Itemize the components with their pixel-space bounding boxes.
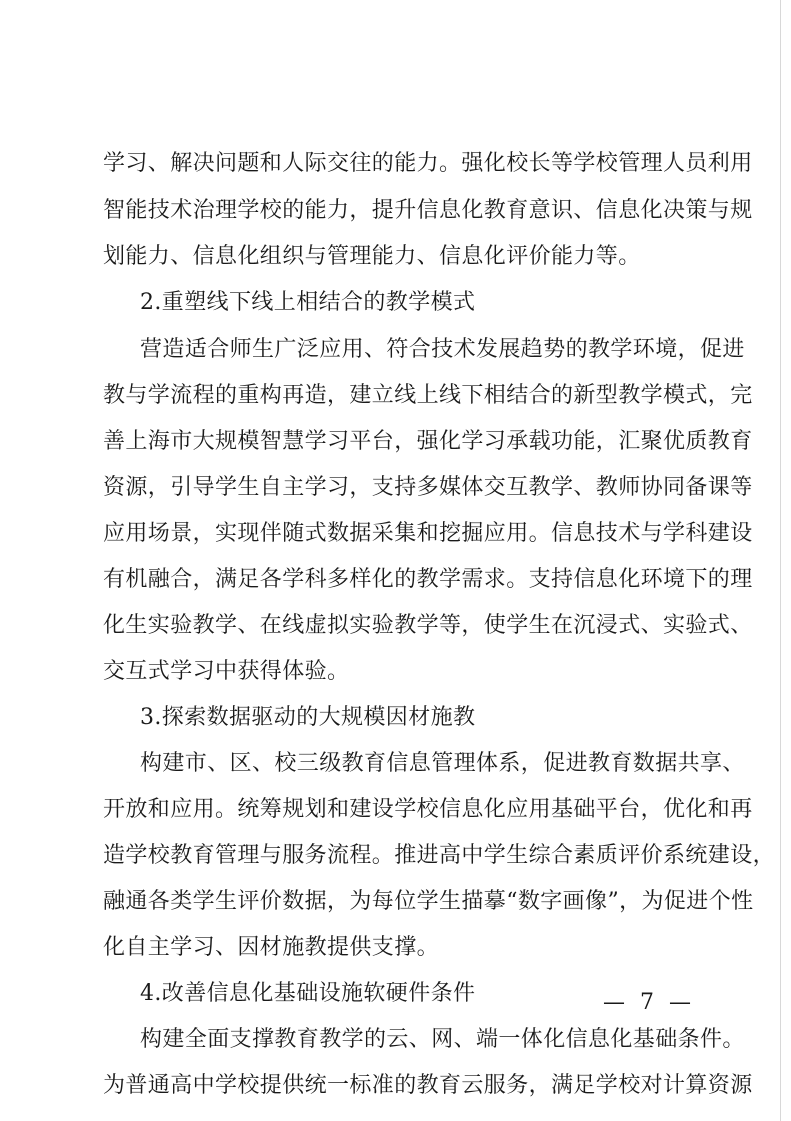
body-line-17: 融通各类学生评价数据，为每位学生描摹“数字画像”，为促进个性	[103, 889, 754, 914]
body-line-9: 应用场景，实现伴随式数据采集和挖掘应用。信息技术与学科建设	[103, 521, 753, 546]
body-line-2: 智能技术治理学校的能力，提升信息化教育意识、信息化决策与规	[103, 198, 753, 223]
body-line-15: 开放和应用。统筹规划和建设学校信息化应用基础平台，优化和再	[103, 797, 753, 822]
body-line-11: 化生实验教学、在线虚拟实验教学等，使学生在沉浸式、实验式、	[103, 613, 753, 638]
section-heading-4: 4.改善信息化基础设施软硬件条件	[140, 981, 476, 1006]
body-line-21: 为普通高中学校提供统一标准的教育云服务，满足学校对计算资源	[103, 1073, 753, 1098]
body-line-6: 教与学流程的重构再造，建立线上线下相结合的新型教学模式，完	[103, 383, 753, 408]
body-line-20: 构建全面支撑教育教学的云、网、端一体化信息化基础条件。	[140, 1027, 745, 1052]
body-line-5: 营造适合师生广泛应用、符合技术发展趋势的教学环境，促进	[140, 337, 745, 362]
page-number: — 7 —	[603, 990, 695, 1015]
body-line-18: 化自主学习、因材施教提供支撑。	[103, 935, 440, 960]
section-heading-2: 2.重塑线下线上相结合的教学模式	[140, 290, 476, 315]
body-line-16: 造学校教育管理与服务流程。推进高中学生综合素质评价系统建设，	[103, 843, 776, 868]
body-line-7: 善上海市大规模智慧学习平台，强化学习承载功能，汇聚优质教育	[103, 429, 753, 454]
body-line-3: 划能力、信息化组织与管理能力、信息化评价能力等。	[103, 244, 641, 269]
body-line-12: 交互式学习中获得体验。	[103, 659, 350, 684]
body-line-8: 资源，引导学生自主学习，支持多媒体交互教学、教师协同备课等	[103, 475, 753, 500]
body-line-10: 有机融合，满足各学科多样化的教学需求。支持信息化环境下的理	[103, 567, 753, 592]
section-heading-3: 3.探索数据驱动的大规模因材施教	[140, 705, 476, 730]
body-line-1: 学习、解决问题和人际交往的能力。强化校长等学校管理人员利用	[103, 151, 753, 176]
body-line-14: 构建市、区、校三级教育信息管理体系，促进教育数据共享、	[140, 751, 745, 776]
